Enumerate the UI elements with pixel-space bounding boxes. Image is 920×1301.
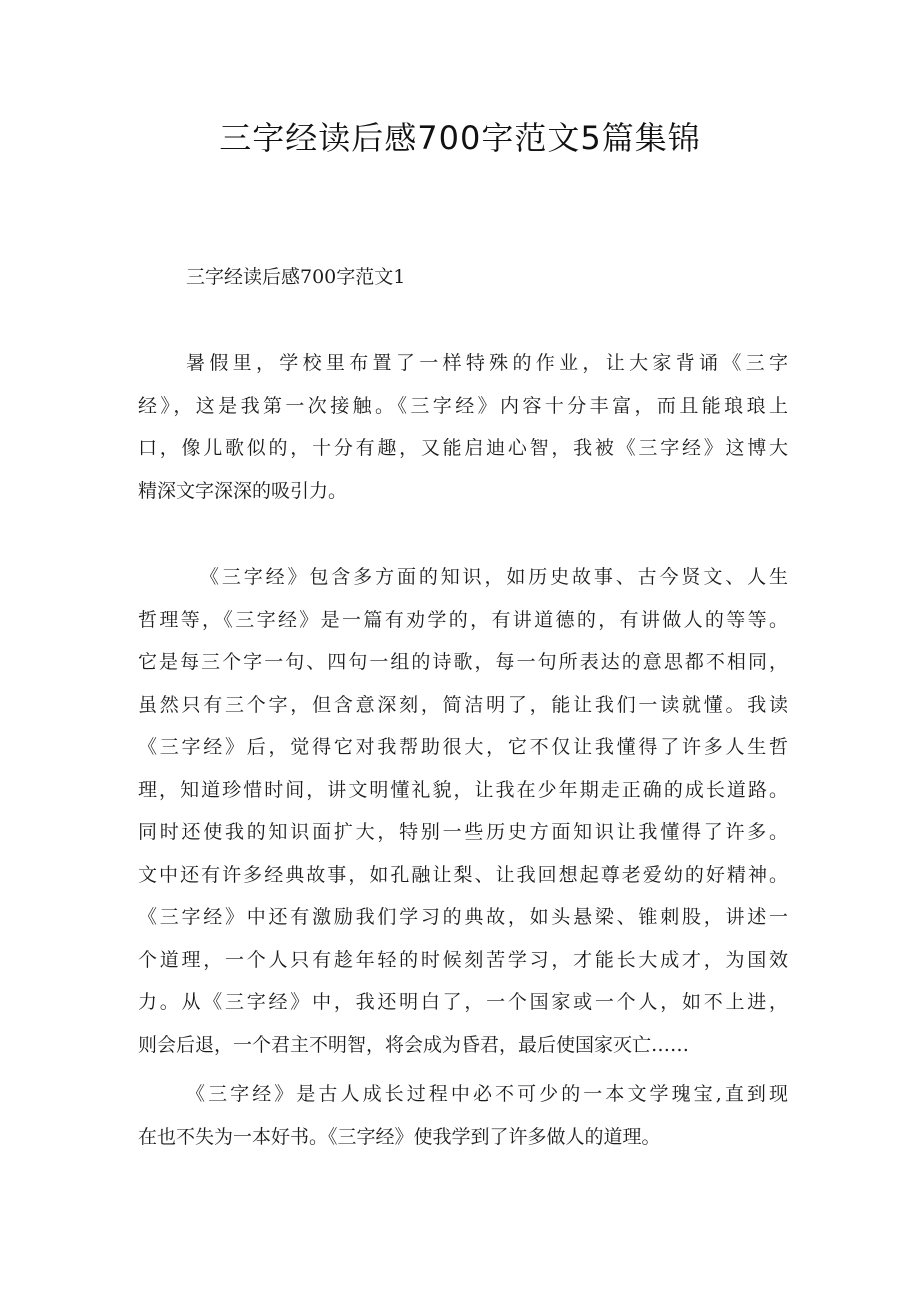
paragraph-line: 精深文字深深的吸引力。 xyxy=(138,479,348,502)
paragraph-line: 虽然只有三个字，但含意深刻，简洁明了，能让我们一读就懂。我读 xyxy=(138,693,788,716)
section-heading: 三字经读后感700字范文1 xyxy=(186,266,406,288)
paragraph-line: 它是每三个字一句、四句一组的诗歌，每一句所表达的意思都不相同， xyxy=(138,651,788,673)
paragraph-line: 《三字经》包含多方面的知识，如历史故事、古今贤文、人生 xyxy=(200,566,788,588)
paragraph-line: 理，知道珍惜时间，讲文明懂礼貌，让我在少年期走正确的成长道路。 xyxy=(138,778,788,801)
paragraph-line: 哲理等，《三字经》是一篇有劝学的，有讲道德的，有讲做人的等等。 xyxy=(138,608,788,631)
document-title: 三字经读后感700字范文5篇集锦 xyxy=(219,119,701,157)
paragraph-1 xyxy=(138,342,788,512)
paragraph-line: 文中还有许多经典故事，如孔融让梨、让我回想起尊老爱幼的好精神。 xyxy=(138,863,788,886)
paragraph-3 xyxy=(138,1073,788,1158)
paragraph-line: 经》，这是我第一次接触。《三字经》内容十分丰富，而且能琅琅上 xyxy=(138,394,788,417)
paragraph-2 xyxy=(138,556,788,1066)
paragraph-line: 《三字经》后，觉得它对我帮助很大，它不仅让我懂得了许多人生哲 xyxy=(138,736,788,758)
paragraph-line: 《三字经》中还有激励我们学习的典故，如头悬梁、锥刺股，讲述一 xyxy=(138,906,788,928)
paragraph-line: 个道理，一个人只有趁年轻的时候刻苦学习，才能长大成才，为国效 xyxy=(138,948,788,971)
paragraph-line: 《三字经》是古人成长过程中必不可少的一本文学瑰宝,直到现 xyxy=(186,1083,788,1105)
paragraph-line: 则会后退，一个君主不明智，将会成为昏君，最后使国家灭亡…… xyxy=(138,1033,690,1056)
paragraph-line: 同时还使我的知识面扩大，特别一些历史方面知识让我懂得了许多。 xyxy=(138,821,788,843)
paragraph-line: 力。从《三字经》中，我还明白了，一个国家或一个人，如不上进， xyxy=(138,991,788,1013)
paragraph-line: 在也不失为一本好书。《三字经》使我学到了许多做人的道理。 xyxy=(138,1125,661,1148)
paragraph-line: 暑假里，学校里布置了一样特殊的作业，让大家背诵《三字 xyxy=(186,352,788,374)
paragraph-line: 口，像儿歌似的，十分有趣，又能启迪心智，我被《三字经》这博大 xyxy=(138,437,788,459)
